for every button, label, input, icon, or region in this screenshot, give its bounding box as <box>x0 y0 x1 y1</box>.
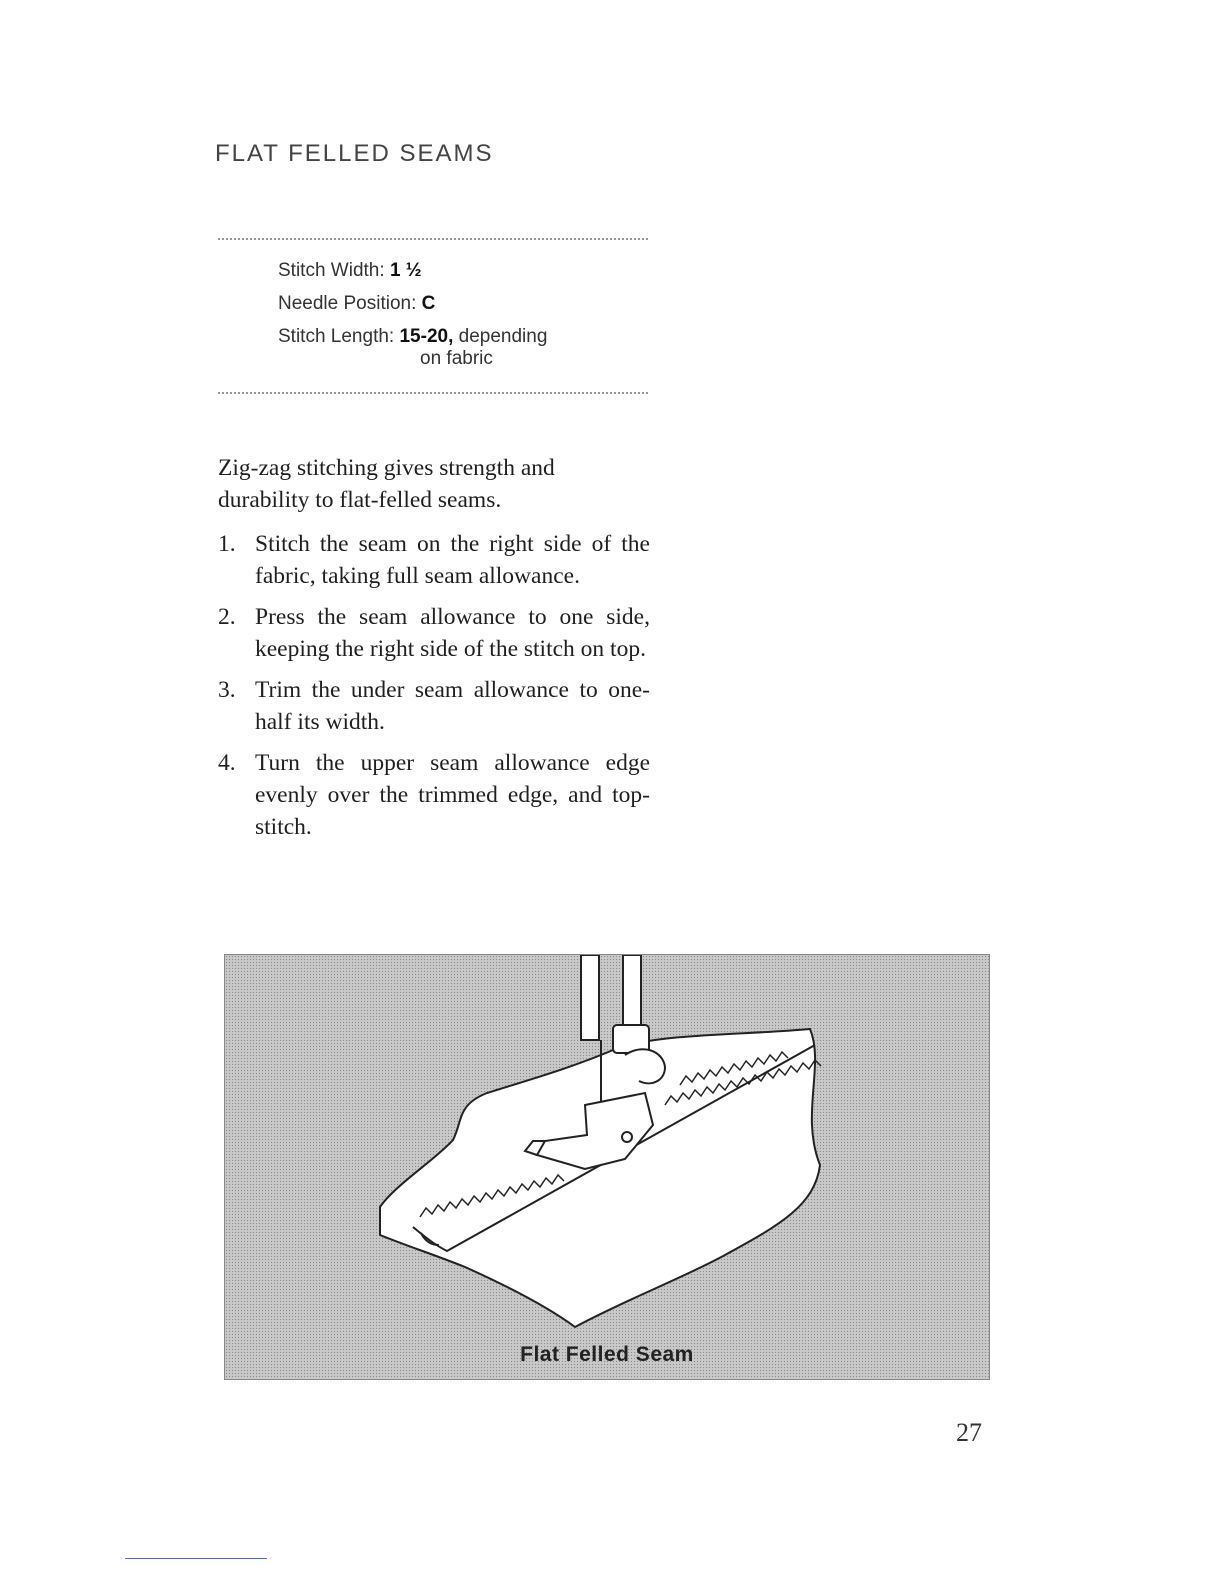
step-text: Stitch the seam on the right side of the fabric, taking full seam allowance. <box>255 531 650 589</box>
step-item <box>218 528 650 592</box>
step-text: Turn the upper seam allowance edge evenly over the trimmed edge, and top-stitch. <box>255 750 650 840</box>
machine-settings <box>278 258 548 369</box>
instructions <box>218 452 650 852</box>
foot-screw <box>622 1132 632 1142</box>
step-item <box>218 674 650 738</box>
page-number: 27 <box>956 1418 982 1447</box>
stitch-length-note-continued: on fabric <box>420 348 493 369</box>
needle-position-value: C <box>421 293 436 314</box>
page-title: FLAT FELLED SEAMS <box>215 140 494 167</box>
footer-line <box>125 1558 267 1559</box>
top-divider <box>218 238 648 240</box>
stitch-length-label: Stitch Length: <box>278 326 395 347</box>
step-text: Trim the under seam allowance to one-half its width. <box>255 677 650 735</box>
needle-position-setting <box>278 291 547 324</box>
step-number: 4. <box>218 750 236 776</box>
steps-list <box>218 528 650 843</box>
presser-bar <box>581 955 599 1040</box>
presser-foot-fabric-drawing <box>225 955 989 1379</box>
needle-position-label: Needle Position: <box>278 293 417 314</box>
step-item <box>218 601 650 665</box>
step-number: 2. <box>218 604 236 630</box>
stitch-length-value: 15-20, <box>399 326 454 347</box>
stitch-length-note: depending <box>458 326 548 347</box>
intro-paragraph: Zig-zag stitching gives strength and durability to flat-felled seams. <box>218 455 555 513</box>
bottom-divider <box>218 392 648 394</box>
step-number: 1. <box>218 531 236 557</box>
stitch-width-value: 1 ½ <box>389 260 422 281</box>
stitch-length-setting <box>278 324 547 357</box>
step-text: Press the seam allowance to one side, keeping the right side of the stitch on top. <box>255 604 650 662</box>
stitch-width-label: Stitch Width: <box>278 260 385 281</box>
figure-caption: Flat Felled Seam <box>520 1343 694 1366</box>
step-item <box>218 747 650 843</box>
stitch-width-setting <box>278 258 547 291</box>
step-number: 3. <box>218 677 236 703</box>
sewing-illustration <box>224 954 990 1380</box>
